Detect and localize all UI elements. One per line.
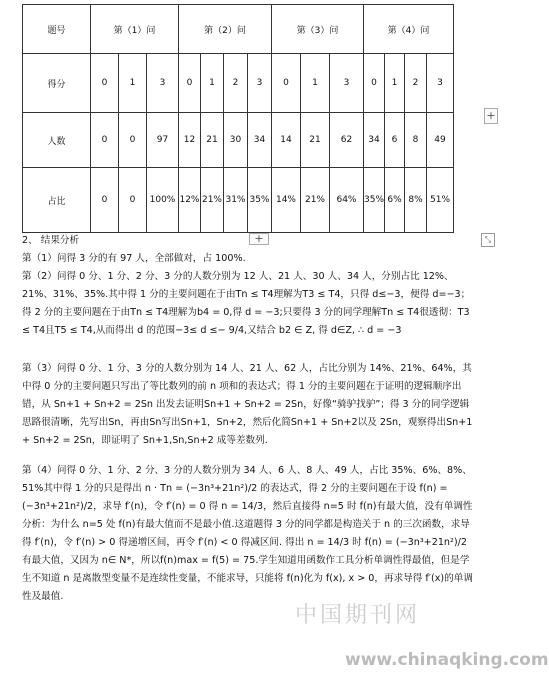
table-cell: 100% [147, 168, 179, 233]
table-cell: 6 [385, 113, 405, 168]
score-table [22, 4, 454, 233]
table-cell: 3 [147, 54, 179, 113]
table-cell: 30 [224, 113, 248, 168]
table-cell: 1 [201, 54, 224, 113]
row-label: 人数 [23, 113, 91, 168]
group-header: 第（3）问 [272, 5, 364, 54]
table-cell: 21 [301, 113, 330, 168]
table-cell: 2 [224, 54, 248, 113]
table-cell: 1 [301, 54, 330, 113]
table-cell: 0 [91, 113, 119, 168]
table-cell: 1 [385, 54, 405, 113]
table-cell: 97 [147, 113, 179, 168]
add-row-button[interactable]: + [249, 233, 269, 245]
section-title: 2、 结果分析 [22, 235, 80, 246]
row-label: 占比 [23, 168, 91, 233]
table-cell: 8 [405, 113, 427, 168]
table-cell: 0 [179, 54, 201, 113]
paragraph-3: 第（3）问得 0 分、1 分、3 分的人数分别为 14 人、21 人、62 人，占比分别为 14%、21%、64%，其中得 0 分的主要问题只写出了等比数列的前 n 项和的表达式；得 1 分的主要问题在于证明的逻辑顺序出错，从 Sn+1 + Sn+2 = 2Sn 出发去证明Sn+1 + Sn+2 = 2Sn，好像“骑驴找驴”；得 3 分的同学逻辑思路很清晰，先写出Sn，再由Sn写出Sn+1，Sn+2，然后化简Sn+1 + Sn+2以及 2Sn，观察得出Sn+1 + Sn+2 = 2Sn，即证明了 Sn+1,Sn,Sn+2 成等差数列. [22, 363, 473, 446]
table-row [23, 113, 454, 168]
table-cell: 64% [330, 168, 364, 233]
watermark-text: 中国期刊网 [295, 603, 421, 628]
table-row [23, 54, 454, 113]
table-cell: 0 [119, 168, 147, 233]
add-column-button[interactable]: + [484, 108, 498, 124]
group-header: 第（1）问 [91, 5, 179, 54]
table-cell: 62 [330, 113, 364, 168]
table-cell: 3 [330, 54, 364, 113]
table-cell: 35% [248, 168, 272, 233]
table-cell: 21% [301, 168, 330, 233]
table-header-row [23, 5, 454, 54]
table-row [23, 168, 454, 233]
table-cell: 21% [201, 168, 224, 233]
paragraph-4: 第（4）问得 0 分、1 分、2 分、3 分的人数分别为 34 人、6 人、8 人、49 人，占比 35%、6%、8%、51%其中得 1 分的只是得出 n · Tn = (−3n³+21n²)/2 的表达式，得 2 分的主要问题在于设 f(n) = (−3n³+21n²)/2，求导 f′(n)，令 f′(n) = 0 得 n = 14/3，然后直接得 n=5 时 f(n)有最大值，没有单调性分析：为什么 n=5 处 f(n)有最大值而不是最小值.这道题得 3 分的同学都是构造关于 n 的三次函数，求导得 f′(n)，令 f′(n) > 0 得递增区间，再令 f′(n) < 0 得减区间. 得出 n = 14/3 时 f(n) = (−3n³+21n²)/2 有最大值，又因为 n∈ N*，所以f(n)max = f(5) = 75.学生知道用函数作工具分析单调性得最值，但是学生不知道 n 是离散型变量不是连续性变量，不能求导，只能将 f(n)化为 f(x), x > 0，再求导得 f′(x)的单调性及最值. [22, 465, 473, 602]
watermark-url: www.chinaqking.com [345, 650, 549, 670]
resize-handle-icon[interactable]: ⤡ [481, 233, 495, 247]
table-cell: 0 [272, 54, 301, 113]
table-cell: 49 [427, 113, 454, 168]
header-label: 题号 [23, 5, 91, 54]
paragraph-1: 第（1）问得 3 分的有 97 人，全部做对，占 100%. [22, 253, 246, 264]
table-cell: 6% [385, 168, 405, 233]
table-cell: 0 [91, 54, 119, 113]
table-cell: 14% [272, 168, 301, 233]
table-cell: 2 [405, 54, 427, 113]
group-header: 第（4）问 [364, 5, 454, 54]
table-cell: 3 [427, 54, 454, 113]
table-cell: 0 [119, 113, 147, 168]
table-cell: 14 [272, 113, 301, 168]
table-cell: 35% [364, 168, 385, 233]
table-cell: 21 [201, 113, 224, 168]
table-cell: 12% [179, 168, 201, 233]
table-cell: 31% [224, 168, 248, 233]
table-cell: 34 [248, 113, 272, 168]
group-header: 第（2）问 [179, 5, 272, 54]
table-cell: 34 [364, 113, 385, 168]
table-cell: 51% [427, 168, 454, 233]
table-cell: 12 [179, 113, 201, 168]
table-cell: 0 [364, 54, 385, 113]
table-cell: 8% [405, 168, 427, 233]
paragraph-2: 第（2）问得 0 分、1 分、2 分、3 分的人数分别为 12 人、21 人、30 人、34 人，分别占比 12%、21%、31%、35%.其中得 1 分的主要问题在于由Tn ≤ T4理解为T3 ≤ T4，只得 d≤−3，便得 d=−3；得 2 分的主要问题在于由Tn ≤ T4理解为b4 = 0,得 d = −3;只要得 3 分的同学理解Tn ≤ T4很透彻：T3 ≤ T4且T5 ≤ T4,从而得出 d 的范围−3≤ d ≤− 9/4,又结合 b2 ∈ Z, 得 d∈Z, ∴ d = −3 [22, 271, 471, 336]
table-cell: 3 [248, 54, 272, 113]
table-cell: 1 [119, 54, 147, 113]
table-cell: 0 [91, 168, 119, 233]
row-label: 得分 [23, 54, 91, 113]
